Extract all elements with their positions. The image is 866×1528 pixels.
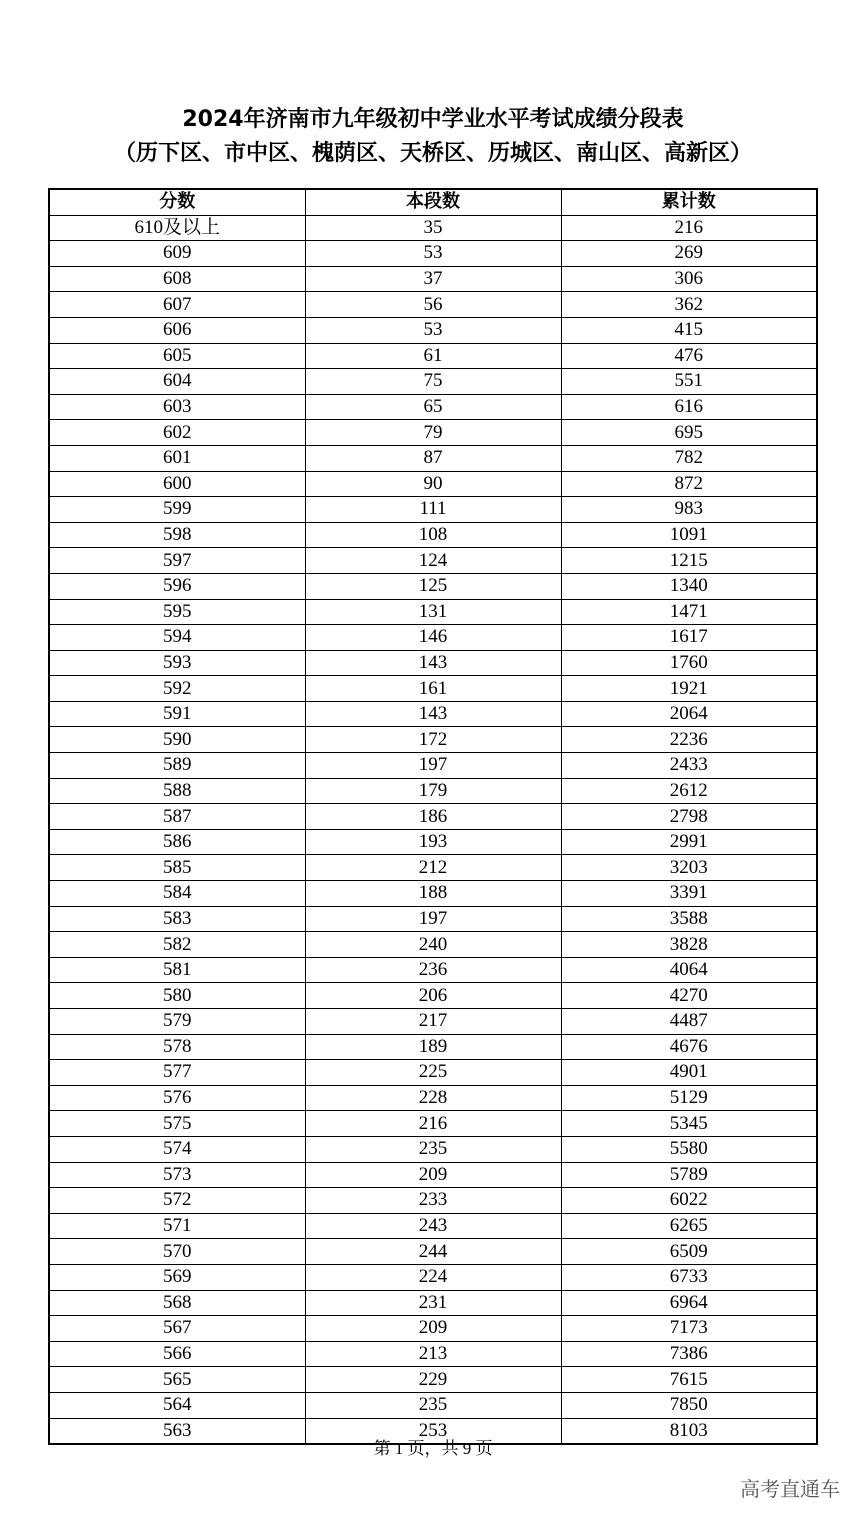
cumulative-count-cell: 1215 (561, 548, 817, 574)
score-cell: 583 (49, 906, 305, 932)
table-row (49, 650, 817, 676)
segment-count-cell: 179 (305, 778, 561, 804)
score-cell: 609 (49, 241, 305, 267)
score-cell: 588 (49, 778, 305, 804)
table-row (49, 1316, 817, 1342)
segment-count-cell: 243 (305, 1213, 561, 1239)
score-cell: 576 (49, 1085, 305, 1111)
cumulative-count-cell: 5129 (561, 1085, 817, 1111)
cumulative-count-cell: 2798 (561, 804, 817, 830)
score-cell: 563 (49, 1418, 305, 1444)
table-row (49, 855, 817, 881)
column-header-cumulative-count: 累计数 (561, 189, 817, 215)
table-row (49, 599, 817, 625)
cumulative-count-cell: 6265 (561, 1213, 817, 1239)
table-row (49, 701, 817, 727)
score-cell: 575 (49, 1111, 305, 1137)
score-cell: 610及以上 (49, 215, 305, 241)
score-cell: 600 (49, 471, 305, 497)
cumulative-count-cell: 695 (561, 420, 817, 446)
segment-count-cell: 53 (305, 317, 561, 343)
score-cell: 598 (49, 522, 305, 548)
score-cell: 603 (49, 394, 305, 420)
cumulative-count-cell: 616 (561, 394, 817, 420)
table-row (49, 983, 817, 1009)
cumulative-count-cell: 1091 (561, 522, 817, 548)
score-cell: 593 (49, 650, 305, 676)
score-cell: 580 (49, 983, 305, 1009)
score-cell: 578 (49, 1034, 305, 1060)
segment-count-cell: 224 (305, 1264, 561, 1290)
table-row (49, 1162, 817, 1188)
score-cell: 565 (49, 1367, 305, 1393)
segment-count-cell: 236 (305, 957, 561, 983)
score-cell: 584 (49, 881, 305, 907)
page-subtitle: （历下区、市中区、槐荫区、天桥区、历城区、南山区、高新区） (113, 141, 752, 166)
segment-count-cell: 253 (305, 1418, 561, 1444)
cumulative-count-cell: 362 (561, 292, 817, 318)
cumulative-count-cell: 872 (561, 471, 817, 497)
segment-count-cell: 143 (305, 701, 561, 727)
watermark: 高考直通车 (740, 1477, 840, 1501)
cumulative-count-cell: 2991 (561, 829, 817, 855)
score-cell: 581 (49, 957, 305, 983)
table-row (49, 471, 817, 497)
score-cell: 594 (49, 625, 305, 651)
cumulative-count-cell: 1471 (561, 599, 817, 625)
segment-count-cell: 225 (305, 1060, 561, 1086)
segment-count-cell: 125 (305, 573, 561, 599)
table-row (49, 932, 817, 958)
table-row (49, 1111, 817, 1137)
cumulative-count-cell: 4064 (561, 957, 817, 983)
table-row (49, 573, 817, 599)
score-cell: 582 (49, 932, 305, 958)
score-cell: 599 (49, 497, 305, 523)
column-header-segment-count: 本段数 (305, 189, 561, 215)
cumulative-count-cell: 983 (561, 497, 817, 523)
cumulative-count-cell: 2612 (561, 778, 817, 804)
score-cell: 590 (49, 727, 305, 753)
cumulative-count-cell: 4270 (561, 983, 817, 1009)
segment-count-cell: 111 (305, 497, 561, 523)
table-row (49, 1060, 817, 1086)
page-title: 2024年济南市九年级初中学业水平考试成绩分段表 (182, 107, 684, 132)
score-cell: 564 (49, 1392, 305, 1418)
segment-count-cell: 206 (305, 983, 561, 1009)
score-cell: 573 (49, 1162, 305, 1188)
table-row (49, 804, 817, 830)
table-row (49, 394, 817, 420)
score-distribution-table (48, 188, 818, 1445)
cumulative-count-cell: 306 (561, 266, 817, 292)
segment-count-cell: 216 (305, 1111, 561, 1137)
segment-count-cell: 172 (305, 727, 561, 753)
segment-count-cell: 186 (305, 804, 561, 830)
table-row (49, 1239, 817, 1265)
score-cell: 570 (49, 1239, 305, 1265)
cumulative-count-cell: 4487 (561, 1009, 817, 1035)
table-row (49, 829, 817, 855)
table-row (49, 1085, 817, 1111)
segment-count-cell: 197 (305, 753, 561, 779)
segment-count-cell: 53 (305, 241, 561, 267)
segment-count-cell: 235 (305, 1392, 561, 1418)
score-cell: 572 (49, 1188, 305, 1214)
table-row (49, 317, 817, 343)
segment-count-cell: 146 (305, 625, 561, 651)
cumulative-count-cell: 6964 (561, 1290, 817, 1316)
table-row (49, 1264, 817, 1290)
score-cell: 577 (49, 1060, 305, 1086)
score-cell: 597 (49, 548, 305, 574)
cumulative-count-cell: 7850 (561, 1392, 817, 1418)
table-row (49, 1136, 817, 1162)
cumulative-count-cell: 4901 (561, 1060, 817, 1086)
table-row (49, 1034, 817, 1060)
score-cell: 574 (49, 1136, 305, 1162)
column-header-score: 分数 (49, 189, 305, 215)
segment-count-cell: 231 (305, 1290, 561, 1316)
segment-count-cell: 79 (305, 420, 561, 446)
score-cell: 585 (49, 855, 305, 881)
score-cell: 566 (49, 1341, 305, 1367)
cumulative-count-cell: 8103 (561, 1418, 817, 1444)
score-cell: 606 (49, 317, 305, 343)
segment-count-cell: 228 (305, 1085, 561, 1111)
segment-count-cell: 233 (305, 1188, 561, 1214)
segment-count-cell: 213 (305, 1341, 561, 1367)
cumulative-count-cell: 782 (561, 445, 817, 471)
cumulative-count-cell: 476 (561, 343, 817, 369)
score-cell: 567 (49, 1316, 305, 1342)
segment-count-cell: 189 (305, 1034, 561, 1060)
cumulative-count-cell: 6022 (561, 1188, 817, 1214)
cumulative-count-cell: 415 (561, 317, 817, 343)
cumulative-count-cell: 4676 (561, 1034, 817, 1060)
table-row (49, 1009, 817, 1035)
cumulative-count-cell: 7173 (561, 1316, 817, 1342)
score-cell: 605 (49, 343, 305, 369)
score-cell: 571 (49, 1213, 305, 1239)
table-row (49, 1188, 817, 1214)
cumulative-count-cell: 3828 (561, 932, 817, 958)
score-cell: 595 (49, 599, 305, 625)
table-row (49, 445, 817, 471)
segment-count-cell: 35 (305, 215, 561, 241)
segment-count-cell: 229 (305, 1367, 561, 1393)
segment-count-cell: 161 (305, 676, 561, 702)
table-row (49, 215, 817, 241)
score-cell: 592 (49, 676, 305, 702)
score-cell: 568 (49, 1290, 305, 1316)
segment-count-cell: 217 (305, 1009, 561, 1035)
score-cell: 591 (49, 701, 305, 727)
segment-count-cell: 37 (305, 266, 561, 292)
cumulative-count-cell: 6509 (561, 1239, 817, 1265)
table-row (49, 881, 817, 907)
table-row (49, 343, 817, 369)
cumulative-count-cell: 269 (561, 241, 817, 267)
page-footer: 第 1 页，共 9 页 (373, 1439, 493, 1458)
table-row (49, 778, 817, 804)
table-row (49, 1392, 817, 1418)
score-cell: 601 (49, 445, 305, 471)
table-row (49, 957, 817, 983)
cumulative-count-cell: 7615 (561, 1367, 817, 1393)
cumulative-count-cell: 6733 (561, 1264, 817, 1290)
segment-count-cell: 244 (305, 1239, 561, 1265)
cumulative-count-cell: 216 (561, 215, 817, 241)
table-body (49, 215, 817, 1444)
cumulative-count-cell: 5345 (561, 1111, 817, 1137)
cumulative-count-cell: 2236 (561, 727, 817, 753)
segment-count-cell: 131 (305, 599, 561, 625)
segment-count-cell: 61 (305, 343, 561, 369)
table-row (49, 369, 817, 395)
cumulative-count-cell: 7386 (561, 1341, 817, 1367)
segment-count-cell: 65 (305, 394, 561, 420)
cumulative-count-cell: 3203 (561, 855, 817, 881)
segment-count-cell: 209 (305, 1162, 561, 1188)
cumulative-count-cell: 1617 (561, 625, 817, 651)
cumulative-count-cell: 1921 (561, 676, 817, 702)
score-cell: 596 (49, 573, 305, 599)
segment-count-cell: 240 (305, 932, 561, 958)
score-cell: 604 (49, 369, 305, 395)
cumulative-count-cell: 2064 (561, 701, 817, 727)
cumulative-count-cell: 1760 (561, 650, 817, 676)
table-row (49, 1341, 817, 1367)
table-row (49, 753, 817, 779)
segment-count-cell: 212 (305, 855, 561, 881)
table-row (49, 522, 817, 548)
score-cell: 569 (49, 1264, 305, 1290)
segment-count-cell: 56 (305, 292, 561, 318)
table-row (49, 1213, 817, 1239)
table-row (49, 625, 817, 651)
table-row (49, 548, 817, 574)
table-row (49, 727, 817, 753)
segment-count-cell: 75 (305, 369, 561, 395)
segment-count-cell: 87 (305, 445, 561, 471)
cumulative-count-cell: 3588 (561, 906, 817, 932)
score-cell: 579 (49, 1009, 305, 1035)
segment-count-cell: 108 (305, 522, 561, 548)
table-row (49, 1367, 817, 1393)
segment-count-cell: 188 (305, 881, 561, 907)
segment-count-cell: 209 (305, 1316, 561, 1342)
table-row (49, 241, 817, 267)
cumulative-count-cell: 5789 (561, 1162, 817, 1188)
table-row (49, 420, 817, 446)
score-cell: 608 (49, 266, 305, 292)
table-row (49, 1290, 817, 1316)
cumulative-count-cell: 551 (561, 369, 817, 395)
table-row (49, 906, 817, 932)
segment-count-cell: 124 (305, 548, 561, 574)
score-cell: 586 (49, 829, 305, 855)
segment-count-cell: 143 (305, 650, 561, 676)
table-row (49, 292, 817, 318)
segment-count-cell: 197 (305, 906, 561, 932)
table-row (49, 266, 817, 292)
table-row (49, 676, 817, 702)
cumulative-count-cell: 5580 (561, 1136, 817, 1162)
segment-count-cell: 235 (305, 1136, 561, 1162)
cumulative-count-cell: 2433 (561, 753, 817, 779)
table-header-row (49, 189, 817, 215)
table-row (49, 497, 817, 523)
cumulative-count-cell: 3391 (561, 881, 817, 907)
score-cell: 587 (49, 804, 305, 830)
score-cell: 602 (49, 420, 305, 446)
segment-count-cell: 90 (305, 471, 561, 497)
score-cell: 589 (49, 753, 305, 779)
segment-count-cell: 193 (305, 829, 561, 855)
score-cell: 607 (49, 292, 305, 318)
cumulative-count-cell: 1340 (561, 573, 817, 599)
